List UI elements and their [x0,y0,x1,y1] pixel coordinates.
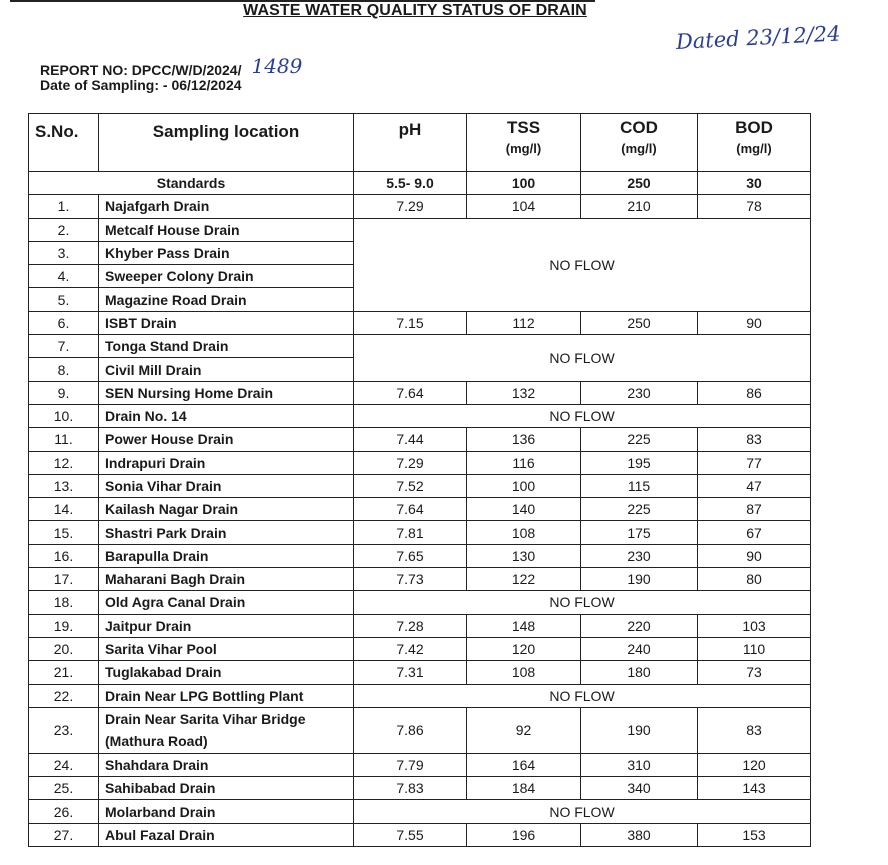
row-tss: 104 [467,195,581,218]
row-bod: 90 [698,544,811,567]
row-tss: 116 [467,451,581,474]
row-cod: 190 [581,568,698,591]
standard-cod: 250 [581,172,698,195]
row-cod: 225 [581,498,698,521]
row-bod: 87 [698,498,811,521]
row-location: Sonia Vihar Drain [99,474,354,497]
row-cod: 220 [581,614,698,637]
row-bod: 110 [698,637,811,660]
row-location: Najafgarh Drain [99,195,354,218]
row-ph: 7.15 [354,311,467,334]
header-row [29,114,811,172]
row-cod: 190 [581,707,698,753]
row-bod: 86 [698,381,811,404]
header-bod [698,114,811,172]
row-ph: 7.31 [354,661,467,684]
row-cod: 310 [581,753,698,776]
row-sno: 19. [29,614,99,637]
row-sno: 11. [29,428,99,451]
row-location: Drain Near LPG Bottling Plant [99,684,354,707]
row-tss: 132 [467,381,581,404]
row-bod: 80 [698,568,811,591]
standard-ph: 5.5- 9.0 [354,172,467,195]
row-bod: 78 [698,195,811,218]
no-flow-cell: NO FLOW [354,684,811,707]
sampling-date: Date of Sampling: - 06/12/2024 [40,77,242,93]
row-ph: 7.64 [354,381,467,404]
table-row [29,451,811,474]
row-location: Magazine Road Drain [99,288,354,311]
row-ph: 7.65 [354,544,467,567]
report-number-handwritten: 1489 [251,54,303,78]
row-tss: 100 [467,474,581,497]
row-location: Kailash Nagar Drain [99,498,354,521]
header-cod [581,114,698,172]
row-bod: 103 [698,614,811,637]
row-cod: 240 [581,637,698,660]
row-cod: 210 [581,195,698,218]
row-tss: 140 [467,498,581,521]
row-ph: 7.42 [354,637,467,660]
row-bod: 47 [698,474,811,497]
table-row [29,777,811,800]
standard-bod: 30 [698,172,811,195]
table-row [29,591,811,614]
row-ph: 7.29 [354,195,467,218]
row-cod: 225 [581,428,698,451]
row-location: Drain Near Sarita Vihar Bridge (Mathura Road) [99,707,354,753]
water-quality-table [28,113,811,847]
row-location: Civil Mill Drain [99,358,354,381]
row-tss: 92 [467,707,581,753]
row-ph: 7.81 [354,521,467,544]
row-bod: 120 [698,753,811,776]
row-location: Drain No. 14 [99,404,354,427]
row-cod: 180 [581,661,698,684]
table-row [29,637,811,660]
row-bod: 73 [698,661,811,684]
header-tss-unit: (mg/l) [505,141,542,156]
row-location: Sahibabad Drain [99,777,354,800]
row-location: Molarband Drain [99,800,354,823]
row-bod: 77 [698,451,811,474]
row-sno: 24. [29,753,99,776]
row-bod: 143 [698,777,811,800]
row-location: Shahdara Drain [99,753,354,776]
row-sno: 8. [29,358,99,381]
row-sno: 17. [29,568,99,591]
no-flow-cell: NO FLOW [354,404,811,427]
row-ph: 7.64 [354,498,467,521]
row-cod: 230 [581,381,698,404]
standards-label: Standards [29,172,354,195]
table-row [29,707,811,753]
row-tss: 108 [467,661,581,684]
row-sno: 16. [29,544,99,567]
table-row [29,614,811,637]
row-tss: 122 [467,568,581,591]
report-number-label: REPORT NO: DPCC/W/D/2024/ [40,62,242,78]
table-row [29,521,811,544]
row-bod: 83 [698,428,811,451]
standards-row [29,172,811,195]
row-bod: 90 [698,311,811,334]
row-tss: 112 [467,311,581,334]
standard-tss: 100 [467,172,581,195]
row-ph: 7.79 [354,753,467,776]
table-row [29,195,811,218]
row-bod: 67 [698,521,811,544]
row-tss: 120 [467,637,581,660]
row-sno: 20. [29,637,99,660]
row-sno: 15. [29,521,99,544]
header-tss-label: TSS [506,118,541,137]
header-cod-label: COD [620,118,658,137]
row-ph: 7.73 [354,568,467,591]
row-cod: 230 [581,544,698,567]
row-cod: 175 [581,521,698,544]
row-sno: 18. [29,591,99,614]
no-flow-cell: NO FLOW [354,218,811,311]
row-sno: 23. [29,707,99,753]
table-row [29,381,811,404]
no-flow-cell: NO FLOW [354,591,811,614]
row-sno: 12. [29,451,99,474]
row-sno: 27. [29,823,99,846]
row-location: Indrapuri Drain [99,451,354,474]
table-row [29,823,811,846]
row-location: Maharani Bagh Drain [99,568,354,591]
header-cod-unit: (mg/l) [621,141,657,156]
row-location: Power House Drain [99,428,354,451]
row-location: SEN Nursing Home Drain [99,381,354,404]
header-location: Sampling location [99,114,354,172]
row-sno: 1. [29,195,99,218]
row-ph: 7.29 [354,451,467,474]
row-tss: 164 [467,753,581,776]
row-location: Barapulla Drain [99,544,354,567]
row-ph: 7.86 [354,707,467,753]
row-bod: 153 [698,823,811,846]
row-location: Metcalf House Drain [99,218,354,241]
row-sno: 7. [29,335,99,358]
table-row [29,544,811,567]
row-ph: 7.55 [354,823,467,846]
header-bod-unit: (mg/l) [736,141,772,156]
row-location: Tuglakabad Drain [99,661,354,684]
row-sno: 6. [29,311,99,334]
row-location: Jaitpur Drain [99,614,354,637]
row-tss: 108 [467,521,581,544]
row-tss: 196 [467,823,581,846]
row-tss: 130 [467,544,581,567]
row-cod: 340 [581,777,698,800]
row-sno: 25. [29,777,99,800]
row-location: Abul Fazal Drain [99,823,354,846]
row-cod: 250 [581,311,698,334]
table-row [29,335,811,358]
table-row [29,428,811,451]
row-sno: 5. [29,288,99,311]
page-title: WASTE WATER QUALITY STATUS OF DRAIN [243,2,587,19]
row-location: Old Agra Canal Drain [99,591,354,614]
row-location: Sweeper Colony Drain [99,265,354,288]
table-row [29,800,811,823]
row-location: Shastri Park Drain [99,521,354,544]
row-sno: 26. [29,800,99,823]
row-ph: 7.83 [354,777,467,800]
header-sno: S.No. [29,114,99,172]
table-row [29,474,811,497]
row-ph: 7.52 [354,474,467,497]
dated-handwritten: Dated 23/12/24 [675,21,842,54]
row-ph: 7.44 [354,428,467,451]
row-tss: 184 [467,777,581,800]
row-cod: 195 [581,451,698,474]
table-row [29,404,811,427]
table-row [29,684,811,707]
row-cod: 115 [581,474,698,497]
row-ph: 7.28 [354,614,467,637]
row-sno: 9. [29,381,99,404]
row-location: Khyber Pass Drain [99,241,354,264]
header-bod-label: BOD [735,118,773,137]
table-row [29,218,811,241]
no-flow-cell: NO FLOW [354,335,811,382]
row-location: Tonga Stand Drain [99,335,354,358]
header-ph: pH [354,114,467,172]
row-sno: 4. [29,265,99,288]
row-location: Sarita Vihar Pool [99,637,354,660]
row-sno: 13. [29,474,99,497]
row-sno: 3. [29,241,99,264]
row-cod: 380 [581,823,698,846]
row-sno: 22. [29,684,99,707]
table-row [29,311,811,334]
row-location: ISBT Drain [99,311,354,334]
table-row [29,498,811,521]
row-bod: 83 [698,707,811,753]
table-row [29,661,811,684]
row-sno: 2. [29,218,99,241]
row-tss: 136 [467,428,581,451]
row-tss: 148 [467,614,581,637]
no-flow-cell: NO FLOW [354,800,811,823]
row-sno: 14. [29,498,99,521]
row-sno: 10. [29,404,99,427]
row-sno: 21. [29,661,99,684]
header-tss [467,114,581,172]
table-row [29,568,811,591]
table-row [29,753,811,776]
